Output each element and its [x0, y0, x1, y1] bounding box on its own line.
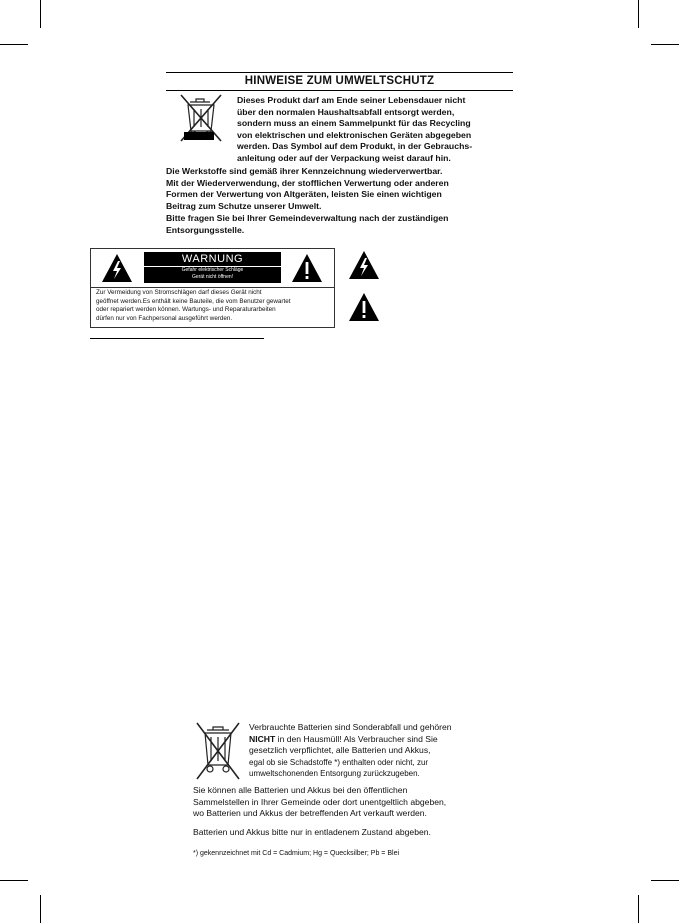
- text-line: geöffnet werden.Es enthält keine Bauteile, die vom Benutzer gewartet: [96, 297, 291, 305]
- text-line: [249, 734, 509, 746]
- warning-box: [90, 248, 335, 328]
- text-line: über den normalen Haushaltsabfall entsorgt werden,: [237, 106, 455, 117]
- warning-sub-2: Gerät nicht öffnen!: [191, 274, 234, 280]
- crop-mark: [638, 895, 639, 923]
- text-line: von elektrischen und elektronischen Geräten abgegeben: [237, 129, 472, 140]
- battery-intro-bold-2: NICHT: [249, 733, 276, 744]
- text-line: Sie können alle Batterien und Akkus bei den öffentlichen: [193, 785, 408, 795]
- crop-mark: [651, 880, 679, 881]
- text-line: gesetzlich verpflichtet, alle Batterien und Akkus,: [249, 745, 431, 756]
- text-line: umweltschonenden Entsorgung zurückzugeben.: [249, 769, 420, 779]
- text-line: Bitte fragen Sie bei Ihrer Gemeindeverwaltung nach der zuständigen: [166, 213, 449, 223]
- crop-mark: [40, 0, 41, 28]
- warning-sub-1: Gefahr elektrischer Schläge: [181, 267, 244, 273]
- black-bar: [184, 132, 214, 140]
- environment-paragraph-2: [166, 166, 516, 212]
- exclamation-triangle-icon: [291, 253, 323, 283]
- crop-mark: [0, 44, 28, 45]
- text-line: Dieses Produkt darf am Ende seiner Lebensdauer nicht: [237, 95, 466, 105]
- crop-mark: [0, 880, 28, 881]
- warning-header-row: [91, 249, 334, 288]
- crop-mark: [651, 44, 679, 45]
- text-line: egal ob sie Schadstoffe *) enthalten oder nicht, zur: [249, 757, 429, 767]
- text-line: Beitrag zum Schutze unserer Umwelt.: [166, 200, 322, 211]
- warning-heading-block: [144, 252, 281, 283]
- battery-paragraph-3: Batterien und Akkus bitte nur in entladenem Zustand abgeben.: [193, 827, 431, 837]
- divider: [90, 338, 264, 339]
- battery-intro: [249, 722, 509, 780]
- warning-heading: WARNUNG: [144, 253, 281, 267]
- text-line: anleitung oder auf der Verpackung weist darauf hin.: [237, 152, 451, 163]
- text-line: werden. Das Symbol auf dem Produkt, in der Gebrauchs-: [237, 141, 473, 152]
- text-line: Zur Vermeidung von Stromschlägen darf dieses Gerät nicht: [96, 289, 262, 296]
- environment-paragraph-1: [237, 95, 517, 165]
- battery-paragraph-2: [193, 785, 493, 820]
- battery-footnote: *) gekennzeichnet mit Cd = Cadmium; Hg = Quecksilber; Pb = Blei: [193, 850, 400, 857]
- text-line: dürfen nur von Fachpersonal ausgeführt werden.: [96, 314, 233, 322]
- text-line: oder repariert werden können. Wartungs- und Reparaturarbeiten: [96, 306, 276, 314]
- crop-mark: [40, 895, 41, 923]
- text-line: wo Batterien und Akkus der betreffenden Art verkauft werden.: [193, 808, 427, 819]
- text-line: [249, 722, 509, 734]
- text-line: Mit der Wiederverwendung, der stofflichen Verwertung oder anderen: [166, 177, 449, 188]
- text-line: Die Werkstoffe sind gemäß ihrer Kennzeichnung wiederverwertbar.: [166, 166, 443, 176]
- text-line: Sammelstellen in Ihrer Gemeinde oder dort unentgeltlich abgeben,: [193, 796, 447, 807]
- environment-paragraph-3: [166, 213, 516, 236]
- exclamation-triangle-icon: [348, 292, 380, 322]
- lightning-triangle-icon: [348, 250, 380, 280]
- text-line: Formen der Verwertung von Altgeräten, leisten Sie einen wichtigen: [166, 189, 442, 200]
- text-line: sondern muss an einem Sammelpunkt für das Recycling: [237, 118, 471, 129]
- battery-intro-bold-1: Verbrauchte Batterien sind Sonderabfall und gehören: [249, 722, 452, 732]
- environment-title: HINWEISE ZUM UMWELTSCHUTZ: [166, 72, 513, 91]
- crossed-out-wheelie-bin-icon: [193, 720, 243, 782]
- text-line: Entsorgungsstelle.: [166, 224, 245, 235]
- warning-text: [96, 289, 332, 323]
- battery-intro-rest-2: in den Hausmüll! Als Verbraucher sind Sie: [275, 733, 438, 744]
- crop-mark: [638, 0, 639, 28]
- lightning-triangle-icon: [101, 253, 133, 283]
